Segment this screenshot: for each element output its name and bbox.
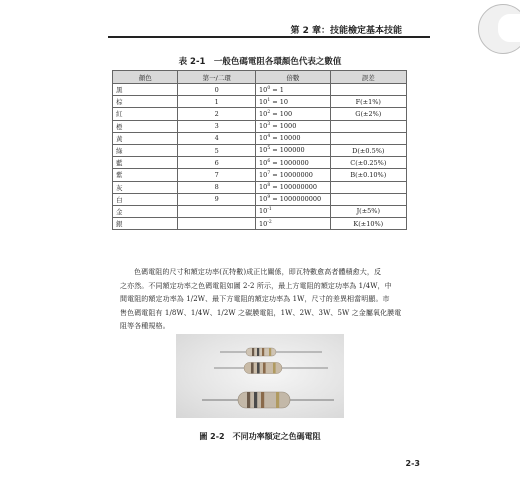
multiplier-base: 10 [259, 219, 268, 228]
multiplier-exponent: 9 [267, 195, 271, 201]
cell-multiplier [256, 96, 331, 108]
cell-multiplier [256, 181, 331, 193]
multiplier-exponent: 6 [267, 158, 271, 164]
multiplier-exponent: 8 [267, 183, 271, 189]
multiplier-value: = 1000 [270, 122, 297, 131]
cell-digit: 6 [178, 157, 256, 169]
paragraph-line: 間電阻的額定功率為 1/2W、最下方電阻的額定功率為 1W，尺寸的差異相當明顯。市 [120, 295, 390, 304]
cell-color: 黃 [113, 132, 178, 144]
cell-color: 金 [113, 205, 178, 217]
cell-color: 紅 [113, 108, 178, 120]
cell-color: 紫 [113, 169, 178, 181]
cell-color: 灰 [113, 181, 178, 193]
cell-color: 黑 [113, 84, 178, 96]
multiplier-value: = 1000000 [270, 158, 309, 167]
multiplier-exponent: 7 [267, 170, 271, 176]
paragraph-line: 色碼電阻的尺寸和額定功率(瓦特數)成正比關係，即瓦特數愈高者體積愈大，反 [134, 268, 382, 276]
cell-tolerance [330, 193, 406, 205]
multiplier-exponent: -2 [267, 219, 272, 225]
multiplier-exponent: 3 [267, 122, 271, 128]
cell-tolerance [330, 181, 406, 193]
page-number: 2-3 [405, 459, 420, 468]
cell-digit: 9 [178, 193, 256, 205]
table-row [113, 84, 407, 96]
figure-caption: 圖 2-2 不同功率額定之色碼電阻 [199, 432, 321, 441]
header-color: 顏色 [113, 71, 178, 84]
table-row [113, 132, 407, 144]
cell-tolerance: B(±0.10%) [330, 169, 406, 181]
table-row [113, 181, 407, 193]
multiplier-base: 10 [259, 97, 268, 106]
multiplier-base: 10 [259, 146, 268, 155]
table-row [113, 193, 407, 205]
cell-multiplier [256, 132, 331, 144]
table-row [113, 169, 407, 181]
cell-digit: 3 [178, 120, 256, 132]
paragraph-line: 之亦然。不同額定功率之色碼電阻如圖 2-2 所示，最上方電阻的額定功率為 1/4W，中 [120, 281, 392, 290]
multiplier-base: 10 [259, 110, 268, 119]
cell-multiplier [256, 193, 331, 205]
cell-multiplier [256, 144, 331, 156]
cell-digit: 7 [178, 169, 256, 181]
chapter-header: 第 2 章：技能檢定基本技能 [290, 26, 402, 36]
paragraph-line: 阻等各種規格。 [120, 322, 170, 331]
cell-multiplier [256, 84, 331, 96]
body-paragraph [120, 266, 420, 334]
cell-digit: 0 [178, 84, 256, 96]
cell-color: 藍 [113, 157, 178, 169]
multiplier-exponent: -1 [267, 207, 272, 213]
cell-tolerance: F(±1%) [330, 96, 406, 108]
cell-tolerance: D(±0.5%) [330, 144, 406, 156]
multiplier-base: 10 [259, 134, 268, 143]
cell-digit: 8 [178, 181, 256, 193]
header-tolerance: 誤差 [330, 71, 406, 84]
header-digit: 第一/二環 [178, 71, 256, 84]
resistor-photo [176, 334, 344, 418]
cell-digit: 5 [178, 144, 256, 156]
multiplier-value: = 10000000 [270, 170, 313, 179]
multiplier-value: = 10 [270, 97, 289, 106]
corner-cutout [498, 14, 520, 42]
header-multiplier: 倍數 [256, 71, 331, 84]
cell-color: 銀 [113, 218, 178, 230]
table-row [113, 108, 407, 120]
table-row [113, 96, 407, 108]
table-row [113, 205, 407, 217]
multiplier-base: 10 [259, 170, 268, 179]
table-header-row [113, 71, 407, 84]
cell-color: 棕 [113, 96, 178, 108]
cell-tolerance: C(±0.25%) [330, 157, 406, 169]
multiplier-exponent: 2 [267, 109, 271, 115]
cell-tolerance [330, 132, 406, 144]
cell-digit: 4 [178, 132, 256, 144]
cell-multiplier [256, 157, 331, 169]
table-row [113, 218, 407, 230]
cell-color: 白 [113, 193, 178, 205]
table-body [113, 84, 407, 230]
cell-multiplier [256, 205, 331, 217]
resistor-color-table [112, 70, 407, 230]
cell-multiplier [256, 108, 331, 120]
multiplier-base: 10 [259, 85, 268, 94]
multiplier-base: 10 [259, 122, 268, 131]
cell-multiplier [256, 120, 331, 132]
cell-digit: 1 [178, 96, 256, 108]
multiplier-value: = 1000000000 [270, 195, 322, 204]
cell-multiplier [256, 218, 331, 230]
multiplier-value: = 100000 [270, 146, 305, 155]
cell-tolerance [330, 120, 406, 132]
cell-digit [178, 205, 256, 217]
paragraph-line: 售色碼電阻有 1/8W、1/4W、1/2W 之碳膜電阻，1W、2W、3W、5W 之金屬氧化膜電 [120, 308, 402, 317]
table-row [113, 144, 407, 156]
multiplier-exponent: 1 [267, 97, 271, 103]
table-caption: 表 2-1 一般色碼電阻各環顏色代表之數值 [178, 57, 342, 67]
resistors-image [176, 334, 344, 418]
cell-digit [178, 218, 256, 230]
table-row [113, 120, 407, 132]
cell-tolerance [330, 84, 406, 96]
table-row [113, 157, 407, 169]
multiplier-exponent: 0 [267, 85, 271, 91]
multiplier-value: = 1 [270, 85, 284, 94]
cell-tolerance: K(±10%) [330, 218, 406, 230]
cell-color: 橙 [113, 120, 178, 132]
multiplier-base: 10 [259, 183, 268, 192]
multiplier-base: 10 [259, 158, 268, 167]
multiplier-value: = 100000000 [270, 183, 318, 192]
multiplier-base: 10 [259, 195, 268, 204]
cell-color: 綠 [113, 144, 178, 156]
cell-tolerance: G(±2%) [330, 108, 406, 120]
cell-multiplier [256, 169, 331, 181]
multiplier-exponent: 5 [267, 146, 271, 152]
multiplier-value: = 10000 [270, 134, 301, 143]
multiplier-value: = 100 [270, 110, 293, 119]
cell-digit: 2 [178, 108, 256, 120]
header-rule [108, 36, 430, 38]
multiplier-base: 10 [259, 207, 268, 216]
multiplier-exponent: 4 [267, 134, 271, 140]
cell-tolerance: J(±5%) [330, 205, 406, 217]
